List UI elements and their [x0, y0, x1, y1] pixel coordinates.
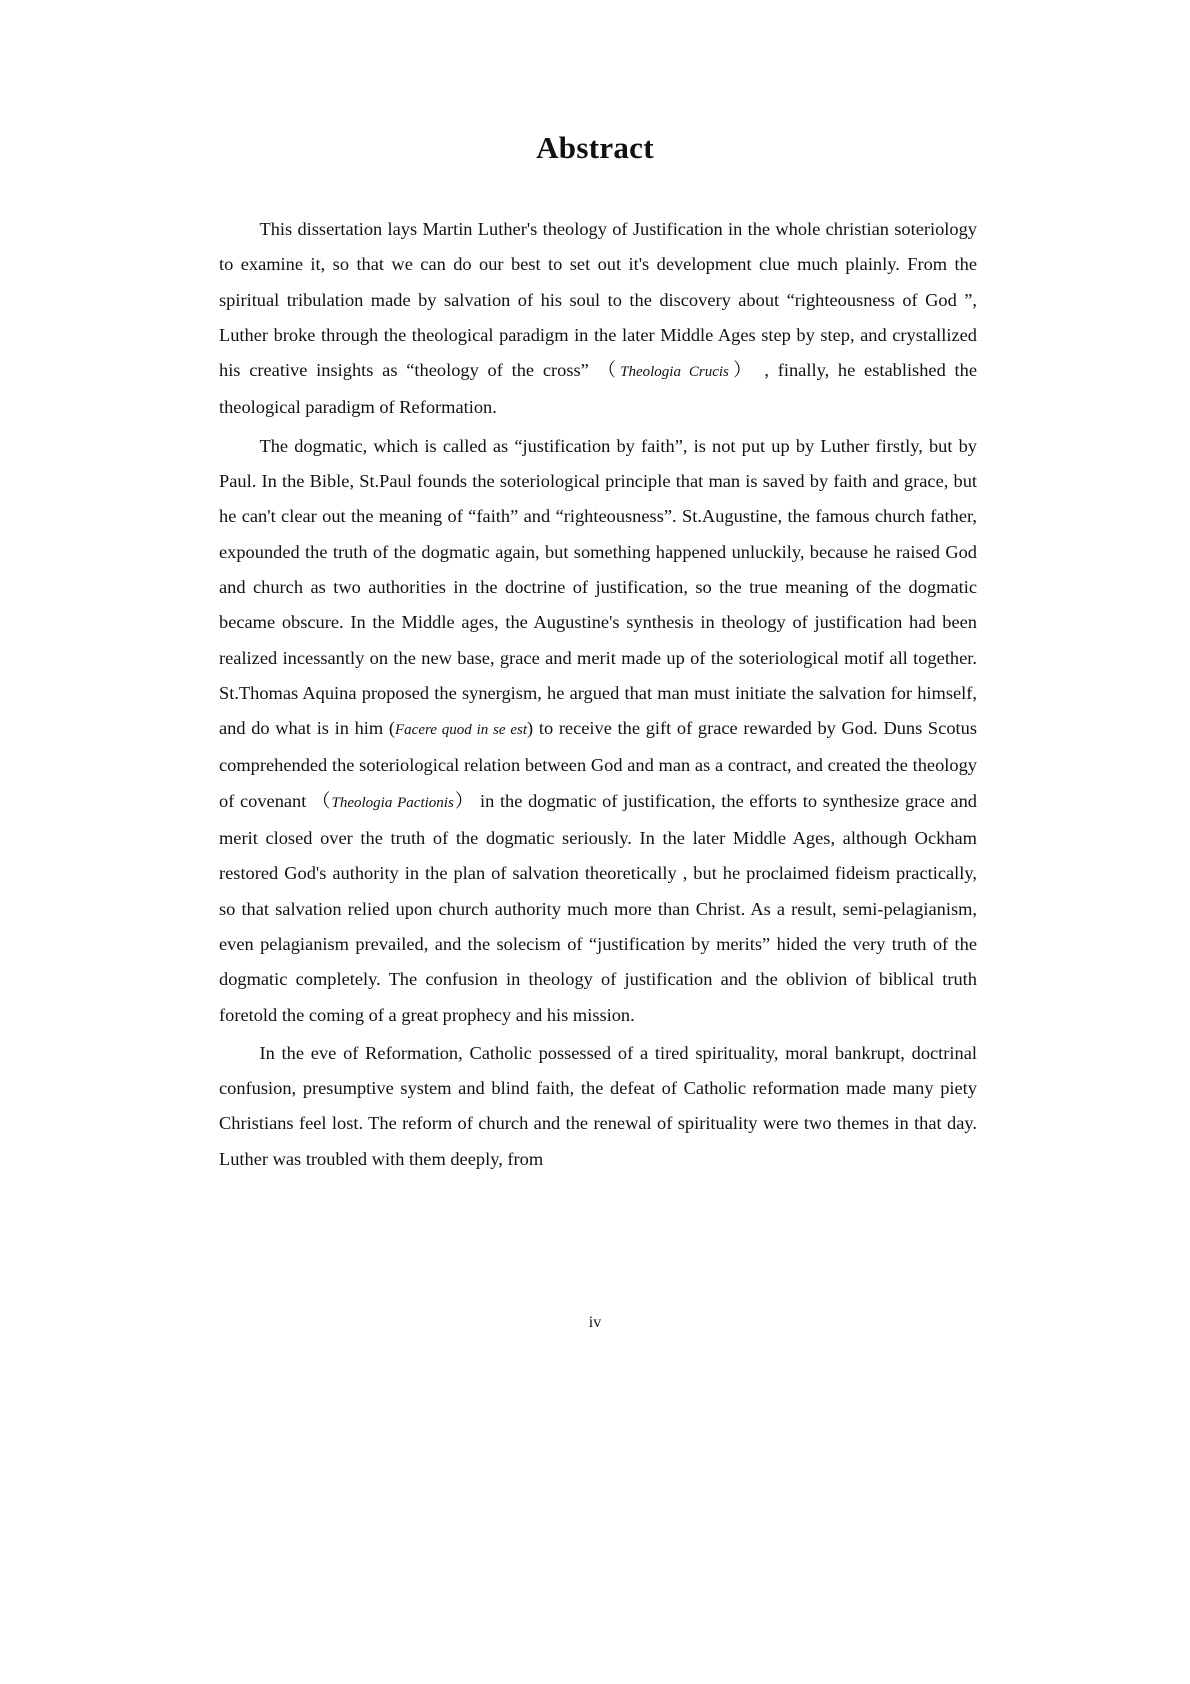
paragraph [219, 1036, 977, 1177]
latin-term: Facere quod in se est [395, 722, 528, 739]
text-run: ） in the dogmatic of justification, the efforts to synthesize grace and merit closed over the truth of the dogmatic seriously. In the later Middle Ages, although Ockham restored God's authority in the plan of salvation theoretically , but he proclaimed fideism practically, so that salvation relied upon church authority much more than Christ. As a result, semi-pelagianism, even pelagianism prevailed, and the solecism of “justification by merits” hided the very truth of the dogmatic completely. The confusion in theology of justification and the oblivion of biblical truth foretold the coming of a great prophecy and his mission. [219, 790, 977, 1025]
page-number: iv [588, 1314, 602, 1331]
page-title: Abstract [536, 130, 654, 165]
text-run: ) to receive the gift of grace rewarded by God. Duns Scotus comprehended the soteriological relation between God and man as a contract, and created the theology of covenant （ [219, 718, 977, 811]
abstract-body [219, 212, 977, 1177]
latin-term: Theologia Pactionis [331, 794, 454, 811]
text-run: In the eve of Reformation, Catholic possessed of a tired spirituality, moral bankrupt, doctrinal confusion, presumptive system and blind faith, the defeat of Catholic reformation made many piety Christians feel lost. The reform of church and the renewal of spirituality were two themes in that day. Luther was troubled with them deeply, from [219, 1042, 977, 1169]
text-run: The dogmatic, which is called as “justification by faith”, is not put up by Luther firstly, but by Paul. In the Bible, St.Paul founds the soteriological principle that man is saved by faith and grace, but he can't clear out the meaning of “faith” and “righteousness”. St.Augustine, the famous church father, expounded the truth of the dogmatic again, but something happened unluckily, because he raised God and church as two authorities in the doctrine of justification, so the true meaning of the dogmatic became obscure. In the Middle ages, the Augustine's synthesis in theology of justification had been realized incessantly on the new base, grace and merit made up of the soteriological motif all together. St.Thomas Aquina proposed the synergism, he argued that man must initiate the salvation for himself, and do what is in him ( [219, 435, 977, 739]
text-run: This dissertation lays Martin Luther's theology of Justification in the whole christian soteriology to examine it, so that we can do our best to set out it's development clue much plainly. From the spiritual tribulation made by salvation of his soul to the discovery about “righteousness of God ”, Luther broke through the theological paradigm in the later Middle Ages step by step, and crystallized his creative insights as “theology of the cross” （ [219, 219, 977, 381]
paragraph [219, 212, 977, 426]
paragraph [219, 429, 977, 1033]
text-run: ） , finally, he established the theological paradigm of Reformation. [219, 360, 977, 418]
latin-term: Theologia Crucis [620, 364, 729, 381]
